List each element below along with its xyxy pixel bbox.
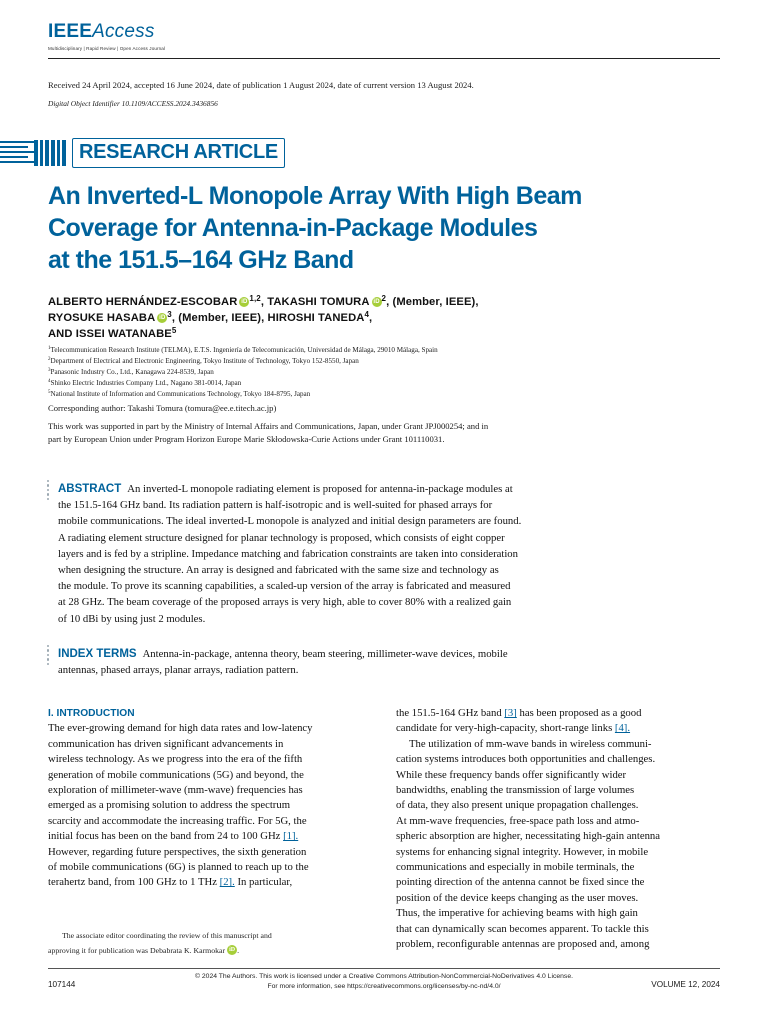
- index-terms-dots-icon: [47, 645, 50, 665]
- index-terms-label: INDEX TERMS: [58, 648, 137, 660]
- author-note: ,: [369, 312, 373, 324]
- citation-link[interactable]: [1].: [283, 830, 299, 843]
- author-name: ALBERTO HERNÁNDEZ-ESCOBAR: [48, 296, 238, 308]
- citation-link[interactable]: [3]: [504, 707, 517, 719]
- affiliation-item: $^5$National Institute of Information and Communications Technology, Tokyo 184-8795, Japan: [48, 390, 311, 398]
- author-name: AND ISSEI WATANABE: [48, 328, 172, 340]
- title-line: at the 151.5–164 GHz Band: [48, 246, 354, 274]
- affiliation-item: $^4$Shinko Electric Industries Company Ltd., Nagano 381-0014, Japan: [48, 379, 242, 387]
- footer-divider: [48, 968, 720, 969]
- orcid-icon[interactable]: iD: [159, 315, 166, 321]
- left-column: I. INTRODUCTION The ever-growing demand for high data rates and low-latency communication has driven significant advancements in wireless technology. As we progress into the era of the fifth generation of mobile communications (5G) and beyond, the exploration of millimeter-wave (mm-wave) frequencies has emerged as a promising solution to address the spectrum scarcity and accommodate the increasing traffic. For 5G, the initial focus has been on the band from 24 to 100 GHz [1]. However, regarding future perspectives, the sixth generation of mobile communications (6G) is planned to reach up to the terahertz band, from 100 GHz to 1 THz [2]. In particular,: [48, 706, 370, 891]
- corresponding-author: Corresponding author: Takashi Tomura (tomura@ee.e.titech.ac.jp): [48, 403, 277, 413]
- citation-link[interactable]: [2].: [219, 876, 235, 889]
- author-name: , TAKASHI TOMURA: [260, 296, 370, 308]
- page-number: 107144: [48, 980, 76, 989]
- editor-footnote: The associate editor coordinating the review of this manuscript and approving it for publication was Debabrata K. Karmokar iD .: [48, 931, 272, 955]
- volume-info: VOLUME 12, 2024: [651, 980, 720, 989]
- orcid-icon[interactable]: iD: [373, 299, 380, 305]
- author-note: , (Member, IEEE),: [386, 296, 479, 308]
- funding-note: This work was supported in part by the Ministry of Internal Affairs and Communications, Japan, under Grant JPJ000254; and in part by European Union under Program Horizon Europe Marie Skłodowska-Curie Actions under Grant 101110031.: [48, 421, 489, 444]
- publication-dates: Received 24 April 2024, accepted 16 June 2024, date of publication 1 August 2024, date of current version 13 August 2024.: [48, 80, 474, 90]
- affiliation-item: $^3$Panasonic Industry Co., Ltd., Kanagawa 224-8539, Japan: [48, 368, 214, 376]
- logo-bold-text: IEEE: [48, 21, 93, 42]
- orcid-icon[interactable]: iD: [241, 299, 248, 305]
- title-line: An Inverted-L Monopole Array With High Beam: [48, 182, 582, 210]
- orcid-icon[interactable]: iD: [229, 947, 236, 953]
- author-affiliation-mark: 2: [381, 294, 387, 303]
- article-type-label: RESEARCH ARTICLE: [72, 138, 285, 168]
- journal-tagline: Multidisciplinary | Rapid Review | Open Access Journal: [48, 46, 166, 51]
- author-affiliation-mark: 3: [167, 310, 172, 319]
- affiliation-item: $^1$Telecommunication Research Institute (TELMA), E.T.S. Ingeniería de Telecomunicación, Universidad de Málaga, 29010 Málaga, Spain: [48, 346, 438, 354]
- banner-bars-icon: [34, 140, 66, 166]
- paper-title: [48, 180, 688, 276]
- author-affiliation-mark: 4: [364, 310, 369, 319]
- doi-text[interactable]: Digital Object Identifier 10.1109/ACCESS.2024.3436856: [48, 99, 218, 108]
- author-list: [48, 294, 728, 342]
- author-name: RYOSUKE HASABA: [48, 312, 156, 324]
- abstract-dots-icon: [47, 480, 50, 500]
- citation-link[interactable]: [4].: [614, 722, 631, 735]
- article-type-banner: [0, 135, 278, 171]
- logo-italic-text: Access: [92, 21, 155, 42]
- journal-logo[interactable]: [48, 22, 165, 51]
- index-terms-block: INDEX TERMS Antenna-in-package, antenna theory, beam steering, millimeter-wave devices, mobile antennas, phased arrays, planar arrays, radiation pattern.: [58, 648, 508, 677]
- author-note: , (Member, IEEE), HIROSHI TANEDA: [171, 312, 365, 324]
- right-column: the 151.5-164 GHz band [3] has been proposed as a good candidate for very-high-capacity, short-range links [4]. The utilization of mm-wave bands in wireless communi- cation systems introduces both opportunities and challenges. While these frequency bands offer significantly wider bandwidths, enabling the transmission of large volumes of data, they also present unique propagation challenges. At mm-wave frequencies, free-space path loss and atmo- spheric absorption are higher, necessitating high-gain antenna systems for enhancing signal integrity. However, in mobile communications and especially in mobile terminals, the pointing direction of the antenna cannot be fixed since the position of the device keeps changing as the user moves. Thus, the imperative for achieving beams with high gain that can dynamically scan becomes apparent. To tackle this problem, reconfigurable antennas are proposed and, among: [396, 707, 660, 951]
- author-affiliation-mark: 5: [171, 326, 177, 335]
- title-line: Coverage for Antenna-in-Package Modules: [48, 214, 538, 242]
- affiliation-list: [48, 345, 438, 400]
- author-affiliation-mark: 1,2: [249, 294, 261, 303]
- section-heading: I. INTRODUCTION: [48, 708, 135, 719]
- license-notice: © 2024 The Authors. This work is licensed under a Creative Commons Attribution-NonCommercial-NoDerivatives 4.0 License. For more information, see https://creativecommons.org/licenses/by-nc-nd/4.0/: [0, 972, 768, 992]
- affiliation-item: $^2$Department of Electrical and Electronic Engineering, Tokyo Institute of Technology, Tokyo 152-8550, Japan: [48, 357, 359, 365]
- abstract-block: ABSTRACT An inverted-L monopole radiating element is proposed for antenna-in-package modules at the 151.5-164 GHz band. Its radiation pattern is half-isotropic and is well-suited for phased arrays for mobile communications. The ideal inverted-L monopole is analyzed and initial design parameters are found. A radiating element structure designed for planar technology is proposed, which consists of eight copper layers and is fed by a stripline. Impedance matching and fabrication constraints are taken into consideration when designing the structure. An array is designed and fabricated with the same size and technology as the module. To prove its scanning capabilities, a scaled-up version of the array is fabricated and measured at 28 GHz. The beam coverage of the proposed arrays is very high, able to cover 80% with a realized gain of 10 dBi by using just 2 modules.: [58, 483, 522, 625]
- license-link[interactable]: For more information, see https://creativecommons.org/licenses/by-nc-nd/4.0/: [267, 983, 501, 990]
- abstract-label: ABSTRACT: [58, 483, 122, 495]
- header-divider: [48, 58, 720, 59]
